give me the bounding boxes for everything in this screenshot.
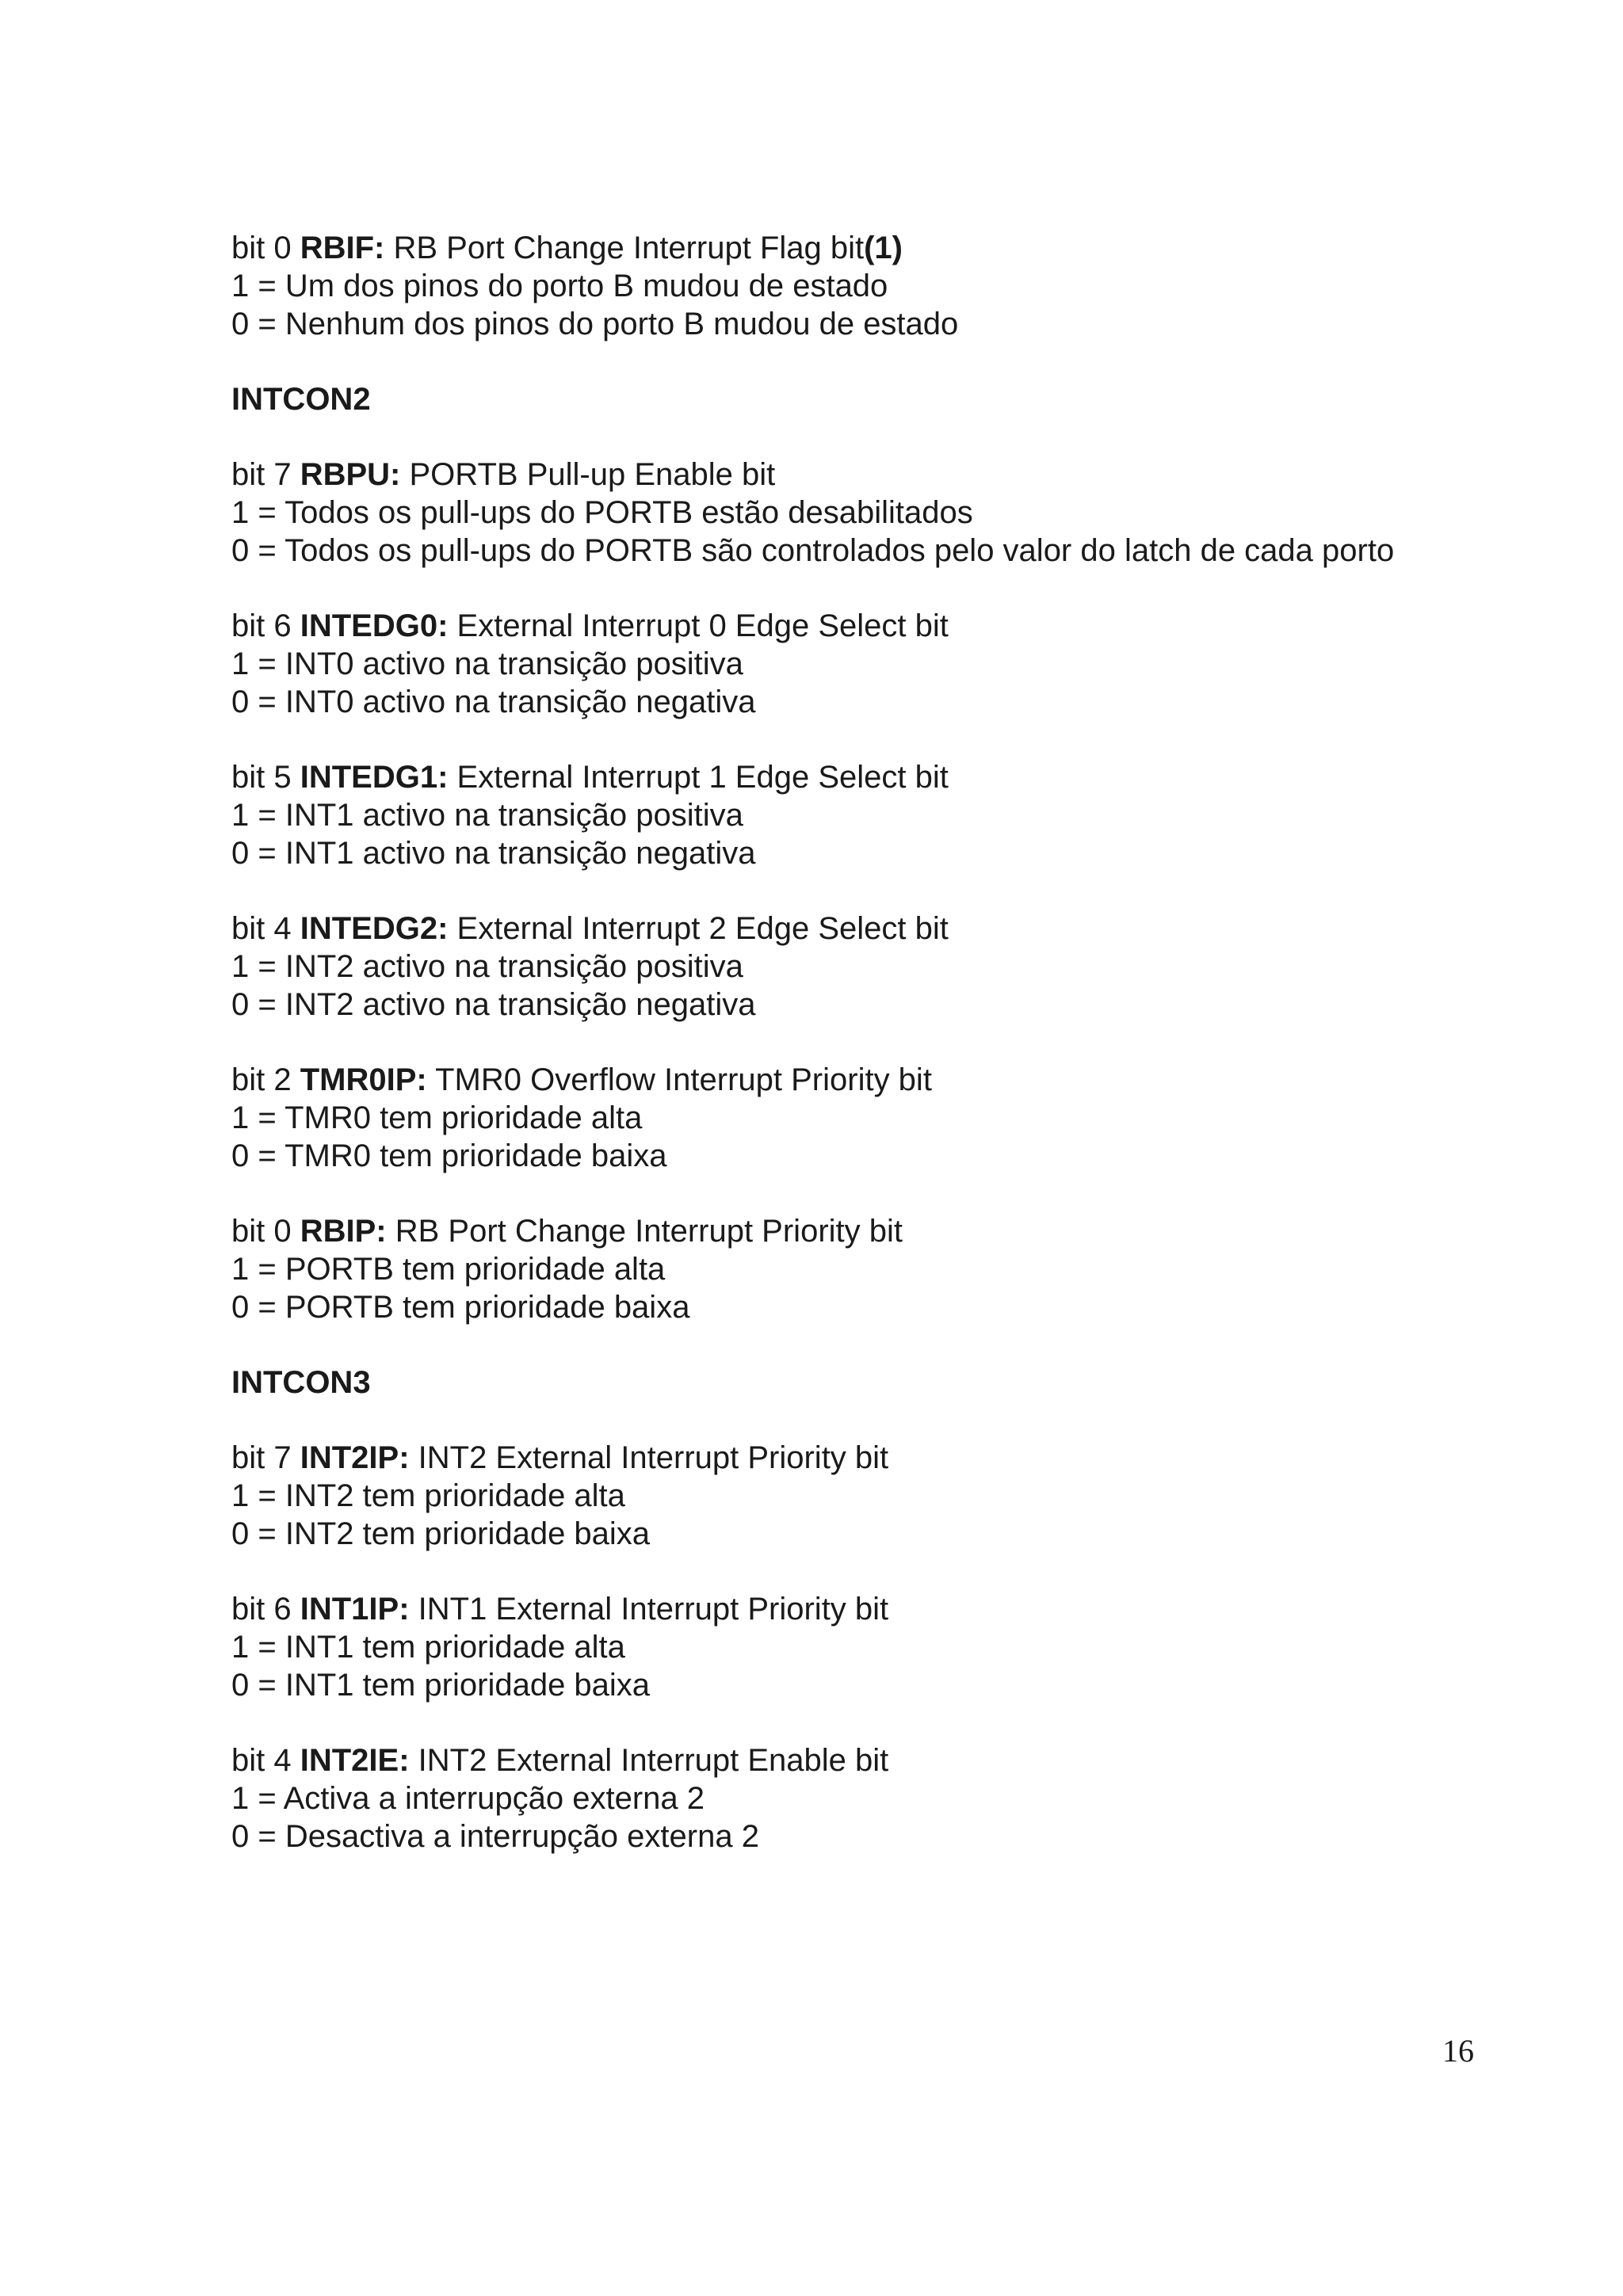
bit-value-one: 1 = INT2 activo na transição positiva: [231, 949, 743, 984]
bit-name: INT2IP:: [300, 1440, 410, 1475]
bit-value-zero: 0 = INT2 activo na transição negativa: [231, 987, 756, 1022]
bit-value-zero: 0 = INT1 tem prioridade baixa: [231, 1668, 651, 1703]
bit-name: TMR0IP:: [300, 1062, 427, 1097]
bit-value-zero: 0 = Todos os pull-ups do PORTB são controlados pelo valor do latch de cada porto: [231, 533, 1395, 568]
section-heading-intcon3: INTCON3: [231, 1365, 371, 1400]
bit-title: bit 4 INT2IE: INT2 External Interrupt Enable bit: [231, 1743, 889, 1778]
bit-entry-rbip: [231, 1212, 1531, 1326]
bit-entry-intedg0: [231, 607, 1531, 721]
bit-value-zero: 0 = INT2 tem prioridade baixa: [231, 1516, 651, 1551]
bit-entry-int1ip: [231, 1590, 1531, 1704]
bit-name: RBIF:: [300, 231, 385, 265]
bit-title: bit 6 INT1IP: INT1 External Interrupt Priority bit: [231, 1592, 889, 1627]
bit-name: RBPU:: [300, 457, 401, 492]
footnote-ref: (1): [864, 231, 903, 265]
bit-value-one: 1 = INT2 tem prioridade alta: [231, 1478, 625, 1513]
bit-value-zero: 0 = PORTB tem prioridade baixa: [231, 1290, 690, 1325]
bit-entry-intedg1: [231, 758, 1531, 872]
bit-title: bit 2 TMR0IP: TMR0 Overflow Interrupt Priority bit: [231, 1062, 932, 1097]
bit-entry-int2ip: [231, 1439, 1531, 1553]
bit-value-zero: 0 = TMR0 tem prioridade baixa: [231, 1138, 667, 1173]
bit-value-zero: 0 = INT1 activo na transição negativa: [231, 836, 756, 871]
bit-title: bit 5 INTEDG1: External Interrupt 1 Edge Select bit: [231, 760, 949, 795]
bit-value-one: 1 = Todos os pull-ups do PORTB estão desabilitados: [231, 495, 973, 530]
bit-name: INTEDG1:: [300, 760, 449, 795]
bit-entry-intedg2: [231, 910, 1531, 1024]
bit-value-one: 1 = INT0 activo na transição positiva: [231, 646, 743, 681]
bit-value-one: 1 = PORTB tem prioridade alta: [231, 1252, 666, 1287]
bit-name: INT2IE:: [300, 1743, 410, 1778]
bit-value-one: 1 = INT1 tem prioridade alta: [231, 1630, 625, 1665]
bit-value-one: 1 = TMR0 tem prioridade alta: [231, 1100, 643, 1135]
bit-value-one: 1 = INT1 activo na transição positiva: [231, 798, 743, 833]
bit-value-zero: 0 = INT0 activo na transição negativa: [231, 685, 756, 719]
bit-value-one: 1 = Activa a interrupção externa 2: [231, 1781, 705, 1816]
bit-title: bit 0 RBIF: RB Port Change Interrupt Flag bit(1): [231, 231, 903, 265]
bit-entry-int2ie: [231, 1741, 1531, 1855]
section-heading-intcon2: INTCON2: [231, 382, 371, 417]
bit-name: INTEDG0:: [300, 608, 449, 643]
register-description: [231, 229, 1531, 1855]
bit-value-one: 1 = Um dos pinos do porto B mudou de estado: [231, 269, 888, 303]
bit-value-zero: 0 = Nenhum dos pinos do porto B mudou de estado: [231, 307, 959, 341]
bit-title: bit 7 INT2IP: INT2 External Interrupt Priority bit: [231, 1440, 889, 1475]
bit-name: INT1IP:: [300, 1592, 410, 1627]
bit-value-zero: 0 = Desactiva a interrupção externa 2: [231, 1819, 759, 1854]
bit-name: RBIP:: [300, 1214, 387, 1249]
bit-title: bit 0 RBIP: RB Port Change Interrupt Priority bit: [231, 1214, 903, 1249]
bit-name: INTEDG2:: [300, 911, 449, 946]
bit-entry-rbif: [231, 229, 1531, 343]
bit-entry-tmr0ip: [231, 1061, 1531, 1175]
bit-entry-rbpu: [231, 456, 1531, 570]
page-number: 16: [1442, 2033, 1474, 2069]
bit-title: bit 6 INTEDG0: External Interrupt 0 Edge Select bit: [231, 608, 949, 643]
bit-title: bit 7 RBPU: PORTB Pull-up Enable bit: [231, 457, 776, 492]
bit-title: bit 4 INTEDG2: External Interrupt 2 Edge Select bit: [231, 911, 949, 946]
